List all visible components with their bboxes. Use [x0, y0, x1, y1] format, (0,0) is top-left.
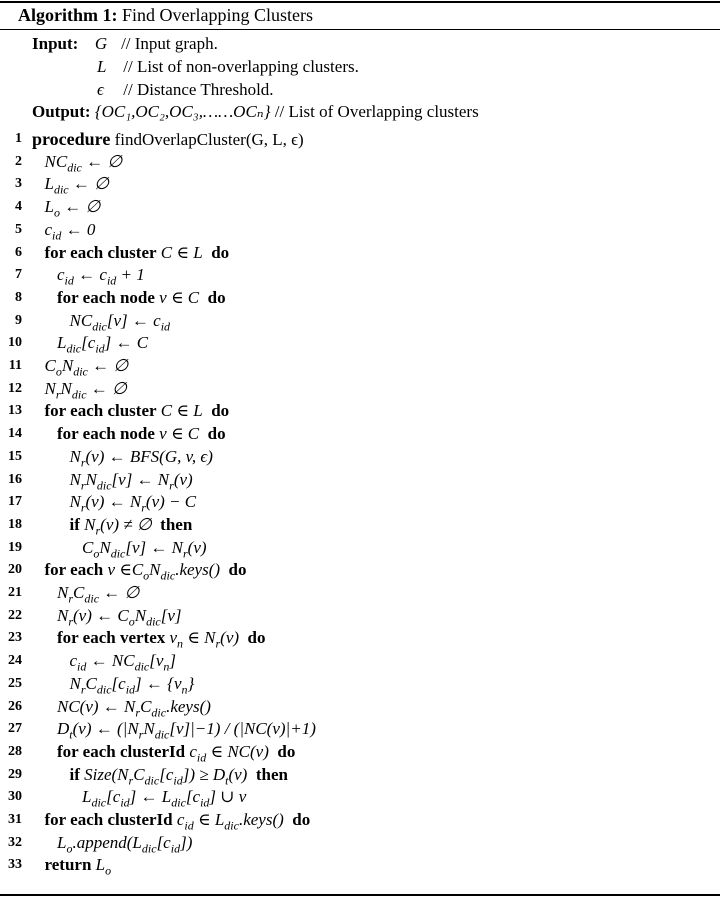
algorithm-line: [0, 196, 720, 219]
line-keyword-end: do: [292, 810, 311, 829]
input-comment-0: // Input graph.: [121, 34, 218, 53]
line-statement: C ∈ L: [160, 401, 203, 421]
algorithm-line: [0, 559, 720, 582]
line-number: 29: [8, 766, 22, 782]
line-statement: $v_n$ ∈ $N_r(v)$: [169, 628, 240, 651]
algorithm-line: [0, 287, 720, 310]
line-keyword: for each cluster: [44, 401, 157, 421]
input-comment-2: // Distance Threshold.: [123, 80, 274, 99]
line-number: 32: [8, 834, 22, 850]
line-code: [32, 128, 304, 152]
line-code: [45, 400, 230, 423]
algorithm-line: [0, 514, 720, 537]
line-number: 5: [15, 221, 22, 237]
line-statement: $c_{id}$ ∈ NC(v): [189, 741, 269, 765]
line-statement: $N_r(v)$ ≠ ∅: [84, 514, 152, 538]
line-statement: $c_{id}$ ← $NC_{dic}[v_n]$: [69, 651, 177, 674]
line-statement: $C_oN_{dic}[v]$ ← $N_r(v)$: [82, 537, 207, 560]
line-keyword-end: do: [211, 401, 230, 421]
line-number: 33: [8, 857, 22, 873]
line-keyword-end: do: [207, 287, 226, 307]
line-keyword: for each node: [57, 287, 155, 307]
line-keyword-end: then: [255, 764, 288, 784]
algorithm-line: [0, 264, 720, 287]
line-statement: findOverlapCluster(G, L, ϵ): [114, 130, 304, 149]
line-keyword: for each vertex: [57, 628, 166, 648]
line-number: 9: [15, 312, 22, 328]
line-statement: $N_rN_{dic}[v]$ ← $N_r(v)$: [69, 469, 193, 492]
line-keyword-end: do: [228, 560, 247, 580]
line-keyword: for each clusterId: [44, 810, 173, 829]
line-number: 3: [15, 176, 22, 192]
line-statement: $NC_{dic}$ ← ∅: [44, 151, 123, 175]
line-number: 11: [8, 358, 22, 373]
line-number: 20: [8, 562, 22, 578]
line-keyword: for each cluster: [44, 242, 157, 262]
algorithm-line: [0, 355, 720, 378]
algorithm-line: [0, 809, 720, 832]
algorithm-line: [0, 627, 720, 650]
line-keyword: return: [44, 855, 92, 875]
input-item-2: [97, 80, 274, 100]
line-number: 31: [8, 812, 22, 827]
caption-label: Algorithm 1:: [18, 5, 118, 25]
output-value: {OC₁,OC₂,OC₃,……OCₙ}: [94, 102, 271, 121]
line-keyword-end: then: [160, 514, 193, 534]
line-number: 7: [15, 267, 22, 283]
line-keyword-end: do: [247, 628, 266, 648]
line-statement: $L_o$ ← ∅: [44, 197, 101, 220]
line-statement: $Size(N_rC_{dic}[c_{id}]) \ge D_t(v)$: [84, 764, 248, 787]
line-number: 4: [15, 199, 22, 215]
algorithm-line: [0, 219, 720, 242]
algorithm-line: [0, 537, 720, 560]
line-number: 30: [8, 789, 22, 805]
algorithm-line: [0, 650, 720, 673]
algorithm-line: [0, 400, 720, 423]
line-number: 6: [15, 244, 22, 260]
line-statement: $c_{id}$ ∈ $L_{dic}.keys()$: [176, 810, 284, 833]
output-header: [32, 102, 479, 122]
line-keyword-end: do: [211, 242, 230, 262]
algorithm-caption: [18, 4, 313, 26]
output-comment: // List of Overlapping clusters: [274, 102, 479, 121]
line-statement: $L_o$: [95, 855, 112, 878]
line-statement: $N_rC_{dic}$ ← ∅: [57, 583, 140, 606]
algorithm-line: [0, 423, 720, 446]
line-statement: C ∈ L: [160, 242, 203, 262]
output-label: Output:: [32, 102, 91, 121]
input-var-0: G: [94, 34, 108, 53]
input-comment-1: // List of non-overlapping clusters.: [123, 57, 359, 76]
line-statement: $L_{dic}[c_{id}]$ ← C: [57, 333, 149, 356]
algorithm-line: [0, 582, 720, 605]
algorithm-line: [0, 491, 720, 514]
line-statement: $L_{dic}[c_{id}]$ ← $L_{dic}[c_{id}]$ ∪ v: [82, 787, 247, 810]
algorithm-line: [0, 673, 720, 696]
line-statement: $C_oN_{dic}$ ← ∅: [44, 356, 129, 379]
algorithm-line: [0, 854, 720, 877]
line-number: 27: [8, 721, 22, 737]
algorithm-line: [0, 832, 720, 855]
line-keyword: if: [69, 764, 80, 784]
line-number: 15: [8, 448, 22, 464]
line-number: 19: [8, 539, 22, 555]
input-var-2: ϵ: [97, 80, 104, 99]
algorithm-line: [0, 741, 720, 764]
line-number: 24: [8, 653, 22, 669]
line-number: 28: [8, 743, 22, 759]
line-statement: $c_{id}$ ← $c_{id} + 1$: [57, 265, 145, 288]
algorithm-line: [0, 128, 720, 151]
line-statement: v $\in C_oN_{dic}.keys()$: [107, 560, 221, 583]
line-statement: NC(v) ← $N_rC_{dic}.keys()$: [57, 696, 211, 719]
line-statement: $N_r(v)$ ← $C_oN_{dic}[v]$: [57, 605, 182, 629]
line-keyword-end: do: [277, 741, 296, 761]
line-number: 23: [8, 630, 22, 646]
line-number: 13: [8, 403, 22, 419]
algorithm-line: [0, 605, 720, 628]
algorithm-line: [0, 173, 720, 196]
line-keyword: for each clusterId: [57, 741, 186, 761]
algorithm-line: [0, 696, 720, 719]
line-statement: $L_o.append(L_{dic}[c_{id}])$: [57, 832, 193, 856]
line-code: [45, 242, 230, 265]
algorithm-line: [0, 151, 720, 174]
line-number: 14: [8, 426, 22, 442]
line-number: 22: [8, 607, 22, 623]
line-code: [57, 287, 226, 310]
caption-title: Find Overlapping Clusters: [121, 5, 313, 25]
line-number: 8: [15, 289, 22, 305]
algorithm-line: [0, 786, 720, 809]
algorithm-line: [0, 446, 720, 469]
line-number: 1: [15, 131, 22, 146]
algorithm-line: [0, 332, 720, 355]
line-number: 21: [8, 585, 22, 600]
algorithm-line: [0, 718, 720, 741]
input-label: Input:: [32, 34, 79, 53]
algorithm-line: [0, 764, 720, 787]
line-keyword-end: do: [207, 424, 226, 444]
bottom-rule: [0, 894, 720, 896]
top-rule: [0, 1, 720, 3]
algorithm-line: [0, 378, 720, 401]
algorithm-line: [0, 469, 720, 492]
line-statement: $c_{id}$ ← 0: [44, 219, 96, 243]
line-statement: $N_rN_{dic}$ ← ∅: [44, 378, 127, 402]
line-number: 18: [8, 516, 22, 532]
input-item-1: [97, 57, 359, 77]
algorithm-line: [0, 242, 720, 265]
line-statement: $L_{dic}$ ← ∅: [44, 174, 109, 197]
line-number: 25: [8, 675, 22, 691]
line-number: 10: [8, 335, 22, 351]
input-header: [32, 34, 218, 54]
line-number: 16: [8, 471, 22, 487]
line-number: 2: [15, 153, 22, 169]
line-code: [45, 854, 112, 882]
line-keyword: procedure: [32, 129, 111, 149]
line-number: 26: [8, 698, 22, 714]
line-statement: $NC_{dic}[v]$ ← $c_{id}$: [69, 310, 171, 333]
line-keyword: for each: [44, 560, 104, 580]
line-statement: v ∈ C: [159, 287, 200, 307]
caption-rule: [0, 29, 720, 30]
line-statement: $N_r(v)$ ← $N_r(v) - C$: [69, 492, 197, 515]
line-number: 12: [8, 380, 22, 396]
line-statement: $N_r(v)$ ← BFS(G, v, ϵ): [69, 446, 213, 470]
line-keyword: for each node: [57, 424, 155, 444]
line-code: [57, 423, 226, 446]
algorithm-line: [0, 310, 720, 333]
input-var-1: L: [97, 57, 107, 76]
line-statement: $N_rC_{dic}[c_{id}]$ ← $\{v_n\}$: [69, 673, 195, 697]
line-statement: $D_t(v)$ ← $(|N_rN_{dic}[v]|-1) / (|NC(v)|+1)$: [57, 719, 316, 742]
line-keyword: if: [69, 514, 80, 534]
line-number: 17: [8, 494, 22, 510]
line-statement: v ∈ C: [159, 424, 200, 444]
